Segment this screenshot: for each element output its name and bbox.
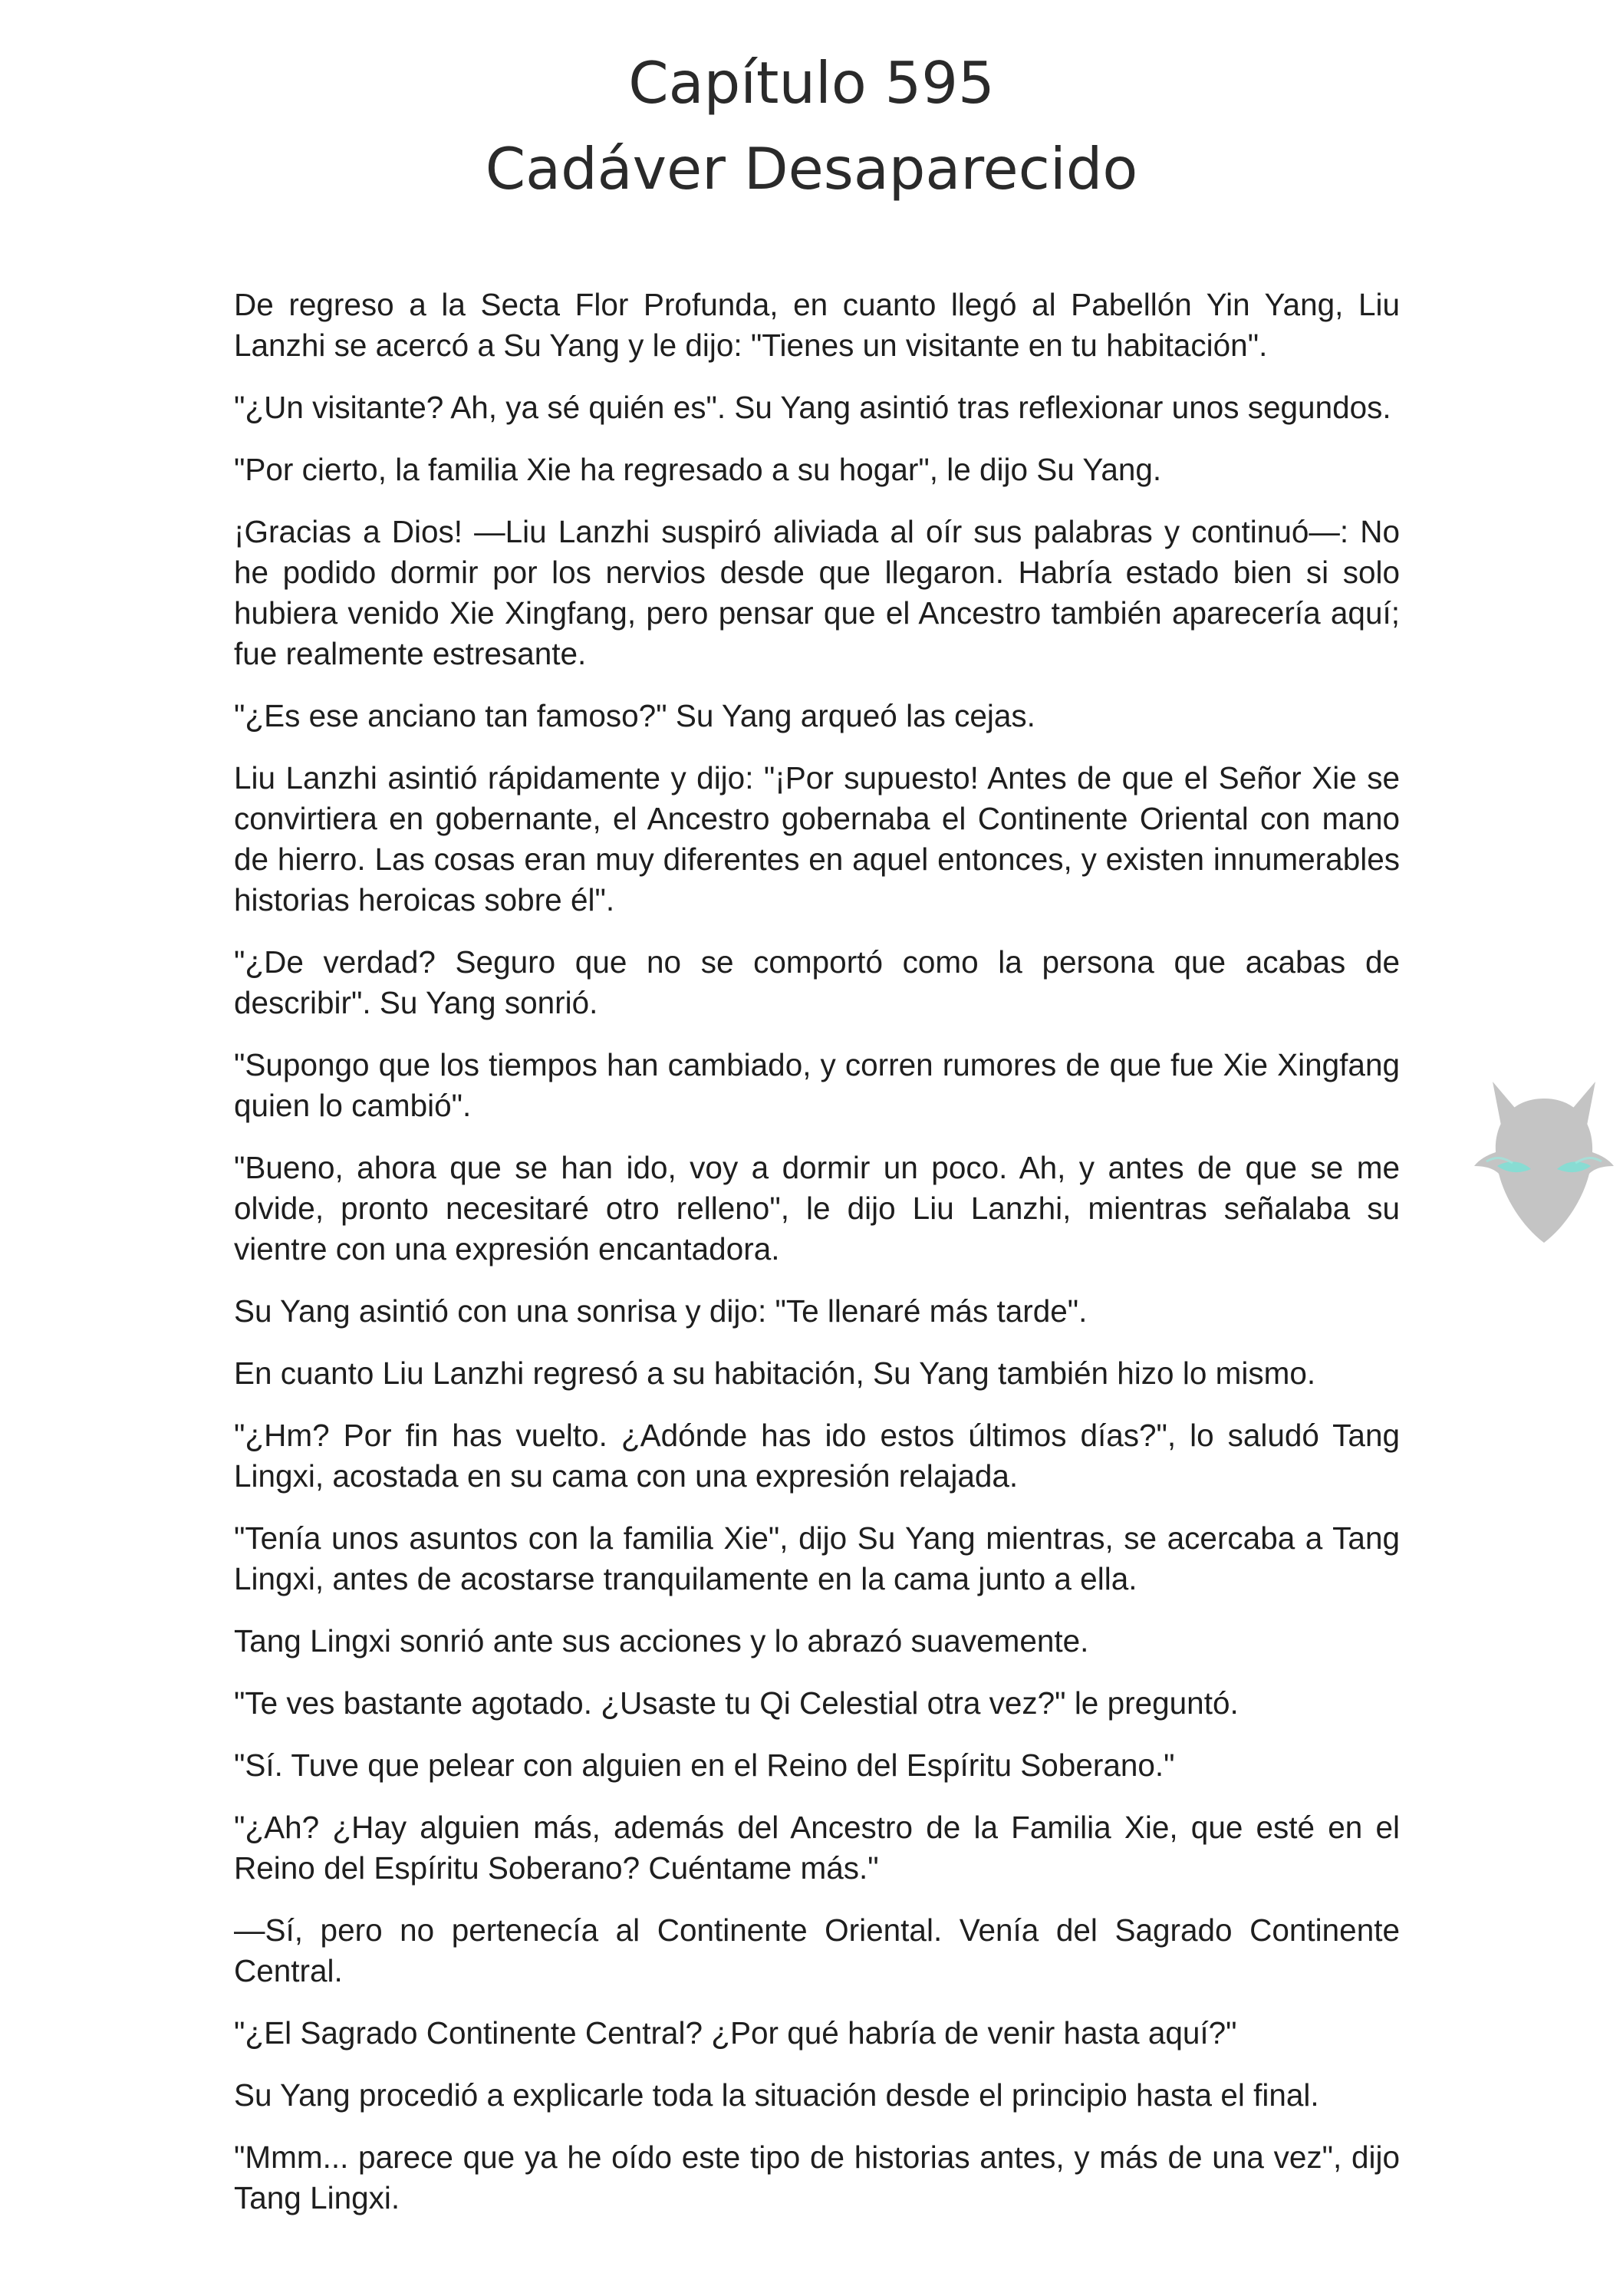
paragraph: Liu Lanzhi asintió rápidamente y dijo: "¡Por supuesto! Antes de que el Señor Xie se convirtiera en gobernante, el Ancestro gobernaba el Continente Oriental con mano de hierro. Las cosas eran muy diferentes en aquel entonces, y existen innumerables historias heroicas sobre él". [234, 760, 1400, 917]
paragraph: —Sí, pero no pertenecía al Continente Oriental. Venía del Sagrado Continente Central. [234, 1912, 1400, 1988]
paragraph: "Mmm... parece que ya he oído este tipo de historias antes, y más de una vez", dijo Tang Lingxi. [234, 2140, 1400, 2215]
paragraph: "Bueno, ahora que se han ido, voy a dormir un poco. Ah, y antes de que se me olvide, pronto necesitaré otro relleno", le dijo Liu Lanzhi, mientras señalaba su vientre con una expresión encantadora. [234, 1150, 1400, 1267]
paragraph: ¡Gracias a Dios! —Liu Lanzhi suspiró aliviada al oír sus palabras y continuó—: No he podido dormir por los nervios desde que llegaron. Habría estado bien si solo hubiera venido Xie Xingfang, pero pensar que el Ancestro también aparecería aquí; fue realmente estresante. [234, 514, 1400, 671]
paragraph: Su Yang procedió a explicarle toda la situación desde el principio hasta el final. [234, 2077, 1319, 2113]
paragraph: "Por cierto, la familia Xie ha regresado a su hogar", le dijo Su Yang. [234, 452, 1162, 487]
paragraph: "Tenía unos asuntos con la familia Xie", dijo Su Yang mientras, se acercaba a Tang Lingxi, antes de acostarse tranquilamente en la cama junto a ella. [234, 1520, 1400, 1596]
paragraph: "¿Un visitante? Ah, ya sé quién es". Su Yang asintió tras reflexionar unos segundos. [234, 390, 1391, 425]
paragraph: Tang Lingxi sonrió ante sus acciones y lo abrazó suavemente. [234, 1623, 1089, 1659]
paragraph: "Supongo que los tiempos han cambiado, y corren rumores de que fue Xie Xingfang quien lo cambió". [234, 1047, 1400, 1123]
paragraph: "¿Es ese anciano tan famoso?" Su Yang arqueó las cejas. [234, 698, 1035, 733]
paragraph: "¿Hm? Por fin has vuelto. ¿Adónde has ido estos últimos días?", lo saludó Tang Lingxi, acostada en su cama con una expresión relajada. [234, 1418, 1400, 1494]
paragraph: En cuanto Liu Lanzhi regresó a su habitación, Su Yang también hizo lo mismo. [234, 1356, 1316, 1391]
chapter-header [0, 40, 1623, 212]
paragraph: "¿Ah? ¿Hay alguien más, además del Ancestro de la Familia Xie, que esté en el Reino del Espíritu Soberano? Cuéntame más." [234, 1810, 1400, 1886]
chapter-number: Capítulo 595 [628, 49, 995, 117]
chapter-body [234, 285, 1400, 2240]
chapter-title: Cadáver Desaparecido [485, 135, 1138, 203]
paragraph: "Te ves bastante agotado. ¿Usaste tu Qi Celestial otra vez?" le preguntó. [234, 1685, 1239, 1721]
paragraph: "¿El Sagrado Continente Central? ¿Por qué habría de venir hasta aquí?" [234, 2015, 1237, 2051]
demon-head-logo-icon [1471, 1076, 1617, 1246]
paragraph: "Sí. Tuve que pelear con alguien en el Reino del Espíritu Soberano." [234, 1748, 1175, 1783]
watermark-head [1474, 1099, 1614, 1243]
paragraph: De regreso a la Secta Flor Profunda, en cuanto llegó al Pabellón Yin Yang, Liu Lanzhi se acercó a Su Yang y le dijo: "Tienes un visitante en tu habitación". [234, 287, 1400, 363]
paragraph: Su Yang asintió con una sonrisa y dijo: "Te llenaré más tarde". [234, 1293, 1088, 1329]
paragraph: "¿De verdad? Seguro que no se comportó como la persona que acabas de describir". Su Yang sonrió. [234, 944, 1400, 1020]
